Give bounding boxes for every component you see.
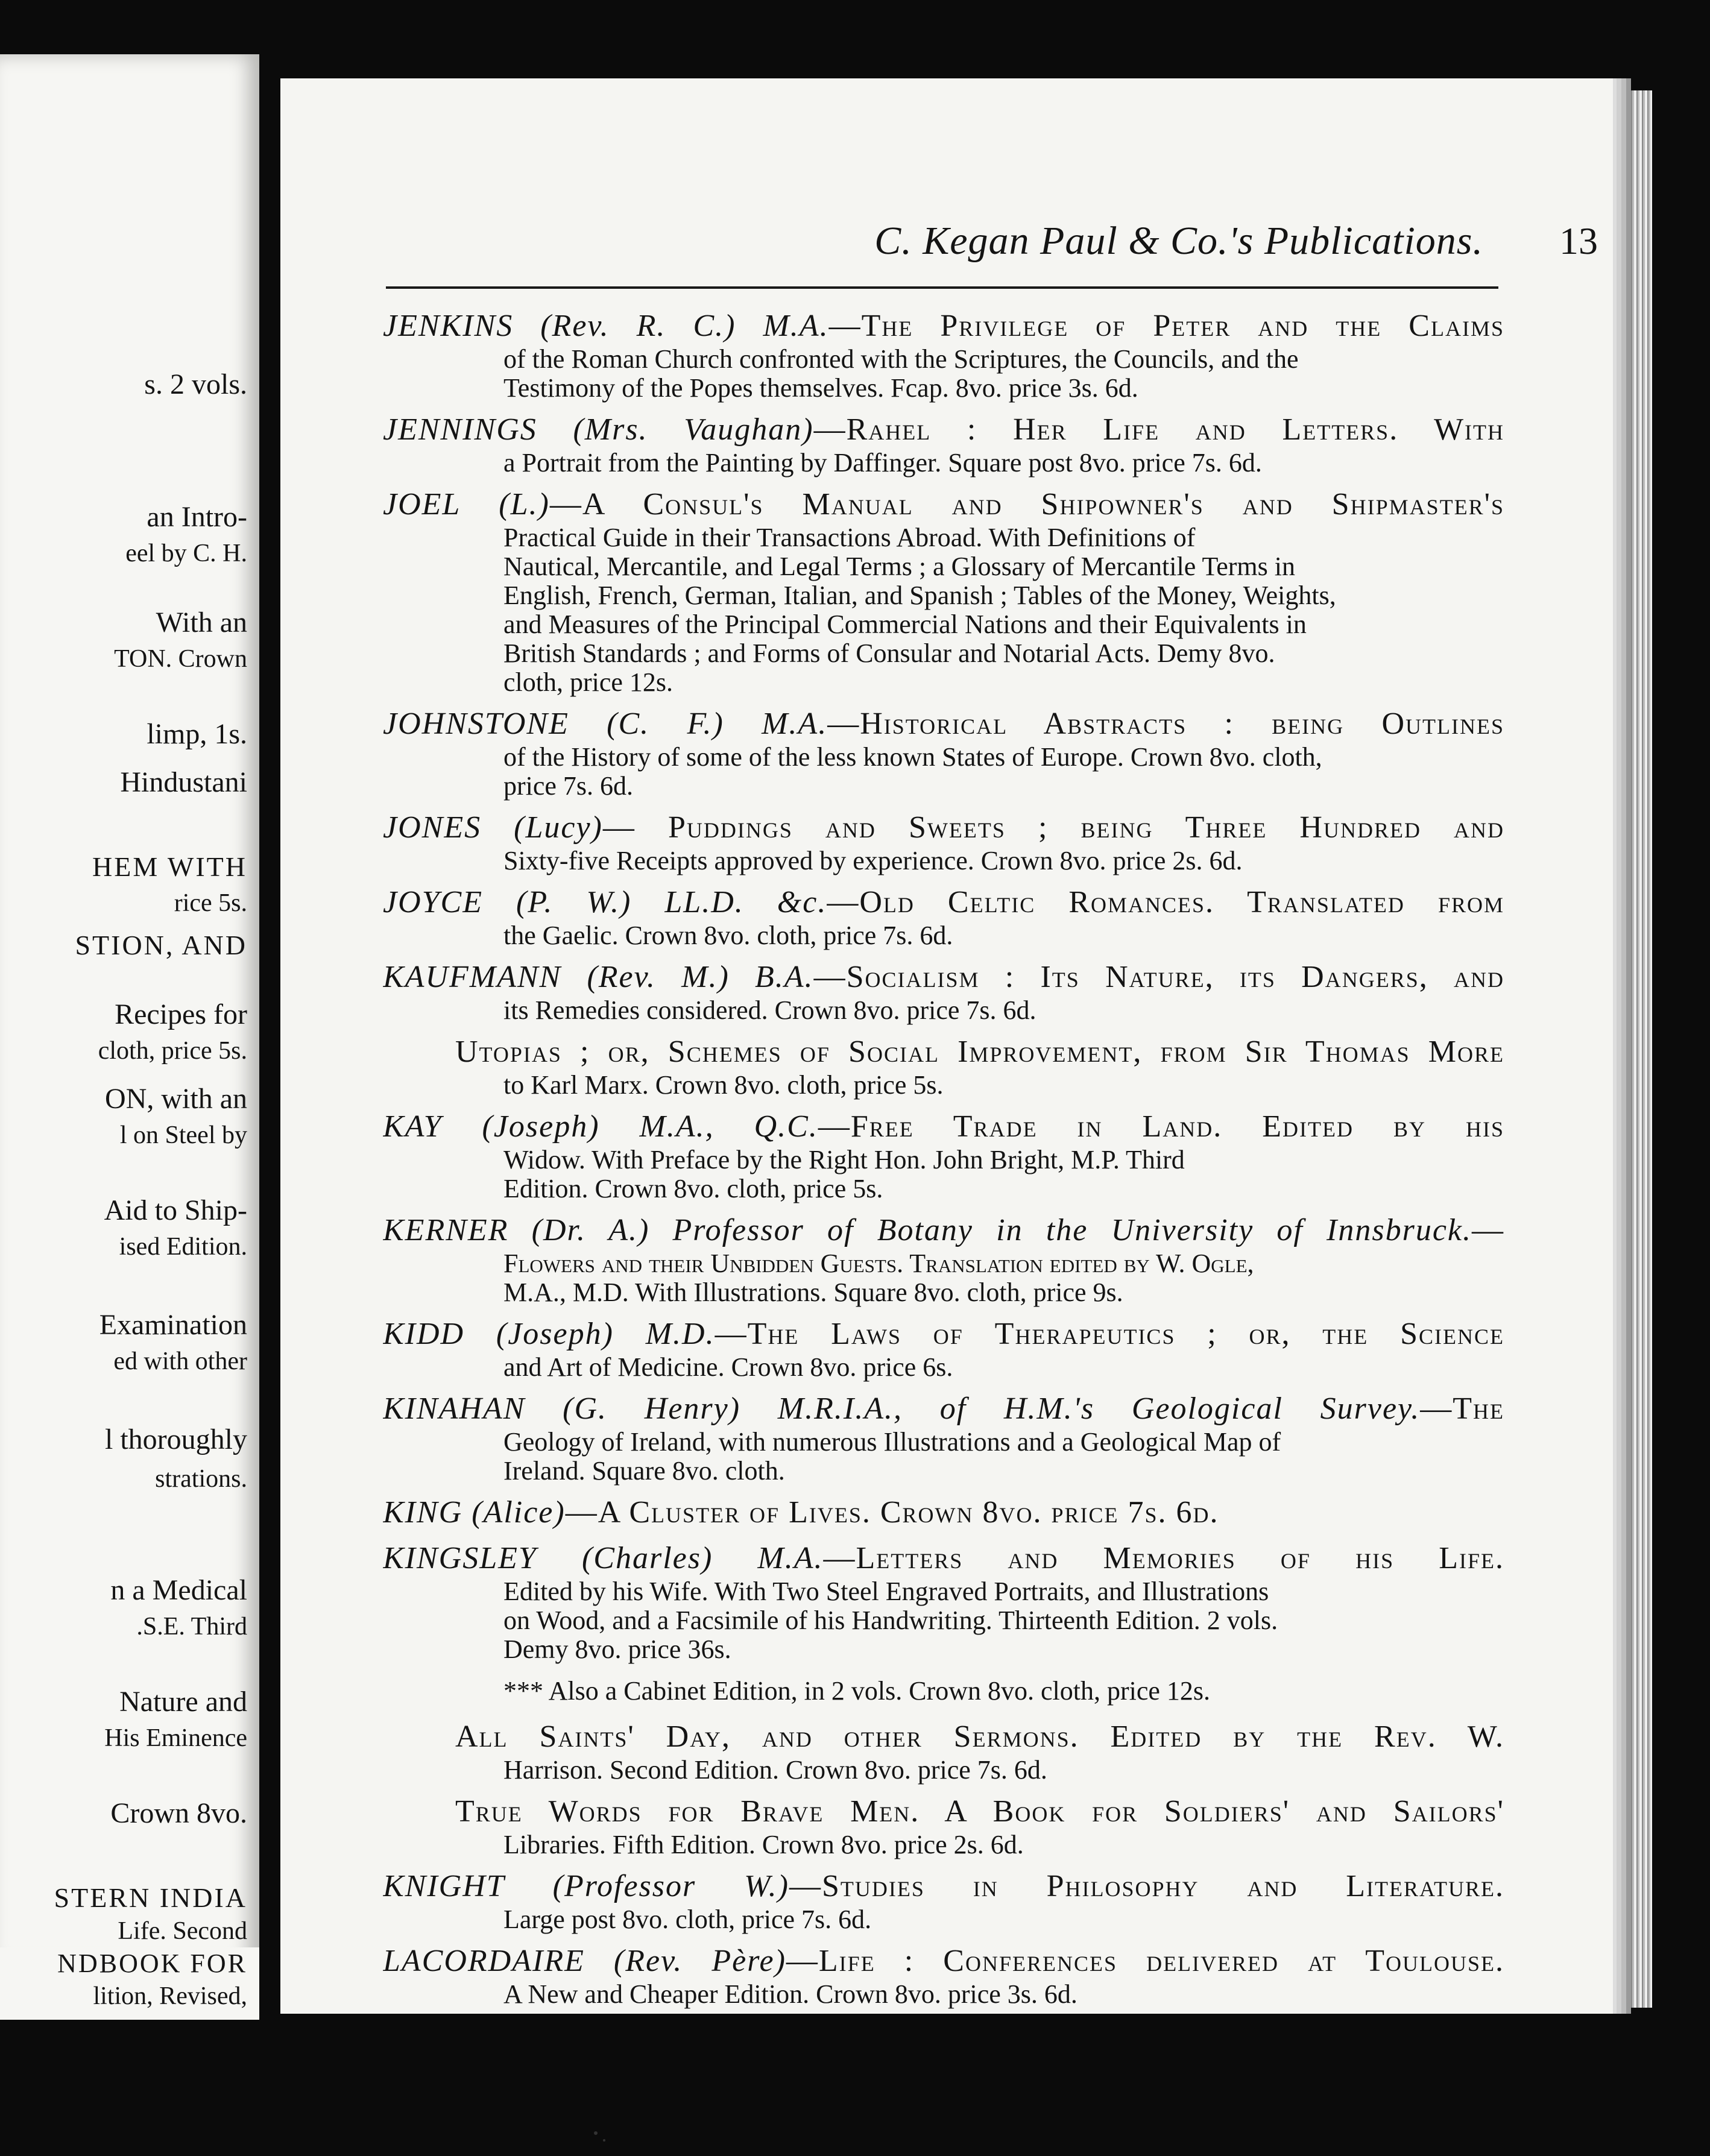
catalogue-subentry xyxy=(383,1718,1504,1785)
catalogue-entry xyxy=(383,1868,1504,1934)
entry-line: Widow. With Preface by the Right Hon. John Bright, M.P. Third xyxy=(503,1145,1185,1174)
entry-line: Flowers and their Unbidden Guests. Translation edited by W. Ogle, xyxy=(503,1249,1254,1278)
running-header xyxy=(579,218,1598,264)
entry-author: KAUFMANN (Rev. M.) B.A. xyxy=(383,960,814,994)
catalogue-subentry xyxy=(383,1033,1504,1100)
left-fragment: ed with other xyxy=(113,1348,247,1375)
catalogue-subentry xyxy=(383,1793,1504,1859)
entry-line: price 7s. 6d. xyxy=(503,771,634,801)
entry-author: JENNINGS (Mrs. Vaughan) xyxy=(383,412,814,447)
entry-author: KIDD (Joseph) M.D. xyxy=(383,1317,715,1351)
page-number: 13 xyxy=(1559,219,1598,262)
entry-title: —Historical Abstracts : being Outlines xyxy=(827,707,1504,741)
entry-line: cloth, price 12s. xyxy=(503,667,674,697)
entry-author: JOEL (L.) xyxy=(383,487,550,522)
left-fragment: His Eminence xyxy=(104,1724,247,1752)
catalogue-entry xyxy=(383,1390,1504,1486)
entry-line: and Art of Medicine. Crown 8vo. price 6s. xyxy=(503,1352,953,1382)
left-fragment: cloth, price 5s. xyxy=(98,1037,247,1065)
left-fragment: Crown 8vo. xyxy=(110,1797,247,1829)
left-fragment: Examination xyxy=(99,1309,247,1341)
left-fragment: strations. xyxy=(155,1465,247,1493)
entry-line: of the History of some of the less known States of Europe. Crown 8vo. cloth, xyxy=(503,742,1322,772)
catalogue-entry xyxy=(383,486,1504,697)
entry-line: M.A., M.D. With Illustrations. Square 8vo. cloth, price 9s. xyxy=(503,1278,1123,1307)
catalogue-entry xyxy=(383,1108,1504,1203)
entry-line: its Remedies considered. Crown 8vo. price 7s. 6d. xyxy=(503,995,1036,1025)
left-facing-page xyxy=(0,54,259,1965)
left-fragment: STION, AND xyxy=(75,930,247,960)
left-fragment: s. 2 vols. xyxy=(144,368,247,400)
left-fragment: TON. Crown xyxy=(114,645,247,673)
entry-author: LACORDAIRE (Rev. Père) xyxy=(383,1944,786,1978)
entry-line: British Standards ; and Forms of Consular and Notarial Acts. Demy 8vo. xyxy=(503,638,1275,668)
entry-title: Utopias ; or, Schemes of Social Improvement, from Sir Thomas More xyxy=(455,1035,1504,1069)
entry-title: —The xyxy=(1420,1392,1504,1426)
catalogue-entry xyxy=(383,884,1504,950)
entry-line: Sixty-five Receipts approved by experience. Crown 8vo. price 2s. 6d. xyxy=(503,846,1243,875)
entry-title: —The Privilege of Peter and the Claims xyxy=(828,309,1504,343)
catalogue-entry xyxy=(383,307,1504,403)
entry-line: Ireland. Square 8vo. cloth. xyxy=(503,1456,785,1486)
left-fragment: Hindustani xyxy=(120,766,247,798)
entry-line: Demy 8vo. price 36s. xyxy=(503,1634,731,1664)
entry-title: —Rahel : Her Life and Letters. With xyxy=(813,412,1504,447)
entry-author: JENKINS (Rev. R. C.) M.A. xyxy=(383,309,829,343)
entry-author: KERNER (Dr. A.) Professor of Botany in the University of Innsbruck. xyxy=(383,1213,1472,1247)
entry-title: All Saints' Day, and other Sermons. Edited by the Rev. W. xyxy=(455,1719,1504,1754)
running-title: C. Kegan Paul & Co.'s Publications. xyxy=(874,219,1483,263)
entry-line: Geology of Ireland, with numerous Illustrations and a Geological Map of xyxy=(503,1427,1281,1457)
page-edge-stack xyxy=(1616,90,1652,2008)
left-fragment: n a Medical xyxy=(110,1574,247,1606)
left-fragment: NDBOOK FOR xyxy=(57,1949,247,1978)
entry-author: JOYCE (P. W.) LL.D. &c. xyxy=(383,885,827,919)
entry-title: True Words for Brave Men. A Book for Soldiers' and Sailors' xyxy=(455,1794,1504,1829)
entry-line: English, French, German, Italian, and Spanish ; Tables of the Money, Weights, xyxy=(503,581,1336,610)
catalogue-entry xyxy=(383,809,1504,875)
left-page-bottom xyxy=(0,1947,259,2020)
left-fragment: With an xyxy=(156,607,247,638)
entry-author: KAY (Joseph) M.A., Q.C. xyxy=(383,1109,818,1144)
entry-title: —Life : Conferences delivered at Toulouse. xyxy=(786,1944,1504,1978)
left-fragment: Aid to Ship- xyxy=(104,1194,247,1226)
entry-line: to Karl Marx. Crown 8vo. cloth, price 5s. xyxy=(503,1070,944,1100)
entry-author: KING (Alice) xyxy=(383,1495,566,1530)
entry-title: —The Laws of Therapeutics ; or, the Science xyxy=(715,1317,1504,1351)
entry-line: A New and Cheaper Edition. Crown 8vo. price 3s. 6d. xyxy=(503,1979,1077,2009)
entry-line: Edited by his Wife. With Two Steel Engraved Portraits, and Illustrations xyxy=(503,1577,1269,1606)
entry-author: JOHNSTONE (C. F.) M.A. xyxy=(383,707,828,741)
entry-line: Testimony of the Popes themselves. Fcap. 8vo. price 3s. 6d. xyxy=(503,373,1138,403)
left-fragment: limp, 1s. xyxy=(147,718,247,750)
left-fragment: lition, Revised, xyxy=(93,1982,247,2010)
entry-line: Large post 8vo. cloth, price 7s. 6d. xyxy=(503,1905,872,1934)
catalogue-entry xyxy=(383,1494,1504,1531)
left-fragment: eel by C. H. xyxy=(125,540,247,567)
catalogue-entry xyxy=(383,1943,1504,2009)
catalogue-entry xyxy=(383,705,1504,801)
catalogue-entries xyxy=(383,307,1504,2017)
left-fragment: HEM WITH xyxy=(92,851,247,882)
entry-title: —Studies in Philosophy and Literature. xyxy=(789,1869,1504,1903)
header-rule xyxy=(386,286,1498,289)
entry-title: —Letters and Memories of his Life. xyxy=(823,1541,1504,1575)
left-fragment: rice 5s. xyxy=(174,889,247,917)
entry-title: —Free Trade in Land. Edited by his xyxy=(818,1109,1504,1144)
entry-line: Edition. Crown 8vo. cloth, price 5s. xyxy=(503,1174,883,1203)
catalogue-note xyxy=(383,1672,1504,1710)
entry-title: —A Consul's Manual and Shipowner's and Shipmaster's xyxy=(549,487,1504,522)
left-fragment: Nature and xyxy=(119,1686,247,1718)
entry-line: Libraries. Fifth Edition. Crown 8vo. price 2s. 6d. xyxy=(503,1830,1024,1859)
left-fragment: l on Steel by xyxy=(119,1121,247,1149)
entry-line: on Wood, and a Facsimile of his Handwriting. Thirteenth Edition. 2 vols. xyxy=(503,1606,1278,1635)
entry-title: —A Cluster of Lives. Crown 8vo. price 7s. 6d. xyxy=(565,1495,1219,1530)
entry-note: *** Also a Cabinet Edition, in 2 vols. Crown 8vo. cloth, price 12s. xyxy=(503,1676,1211,1706)
left-fragment: STERN INDIA xyxy=(54,1882,247,1913)
entry-line: Harrison. Second Edition. Crown 8vo. price 7s. 6d. xyxy=(503,1755,1047,1785)
catalogue-entry xyxy=(383,1212,1504,1307)
dust-speck xyxy=(603,2139,605,2142)
entry-line: Nautical, Mercantile, and Legal Terms ; a Glossary of Mercantile Terms in xyxy=(503,552,1295,581)
entry-author: JONES (Lucy) xyxy=(383,810,603,845)
entry-title: — Puddings and Sweets ; being Three Hundred and xyxy=(602,810,1504,845)
left-fragment: ised Edition. xyxy=(119,1233,247,1261)
right-page xyxy=(280,78,1613,2014)
entry-author: KNIGHT (Professor W.) xyxy=(383,1869,789,1903)
left-fragment: Recipes for xyxy=(115,998,247,1030)
entry-line: Practical Guide in their Transactions Abroad. With Definitions of xyxy=(503,523,1196,552)
entry-author: KINAHAN (G. Henry) M.R.I.A., of H.M.'s Geological Survey. xyxy=(383,1392,1421,1426)
catalogue-entry xyxy=(383,1540,1504,1664)
entry-title: —Old Celtic Romances. Translated from xyxy=(827,885,1504,919)
entry-title: — xyxy=(1472,1213,1504,1247)
entry-author: KINGSLEY (Charles) M.A. xyxy=(383,1541,824,1575)
entry-line: the Gaelic. Crown 8vo. cloth, price 7s. 6d. xyxy=(503,921,953,950)
dust-speck xyxy=(594,2131,598,2135)
catalogue-entry xyxy=(383,411,1504,478)
entry-line: a Portrait from the Painting by Daffinger. Square post 8vo. price 7s. 6d. xyxy=(503,448,1262,478)
left-fragment: Life. Second xyxy=(118,1917,247,1945)
left-fragment: ON, with an xyxy=(105,1083,247,1115)
left-fragment: an Intro- xyxy=(147,501,247,533)
entry-line: of the Roman Church confronted with the Scriptures, the Councils, and the xyxy=(503,344,1299,374)
entry-title: —Socialism : Its Nature, its Dangers, and xyxy=(813,960,1504,994)
catalogue-entry xyxy=(383,959,1504,1025)
entry-line: and Measures of the Principal Commercial Nations and their Equivalents in xyxy=(503,610,1307,639)
left-fragment: .S.E. Third xyxy=(136,1613,247,1641)
catalogue-entry xyxy=(383,1316,1504,1382)
left-fragment: l thoroughly xyxy=(105,1423,247,1455)
